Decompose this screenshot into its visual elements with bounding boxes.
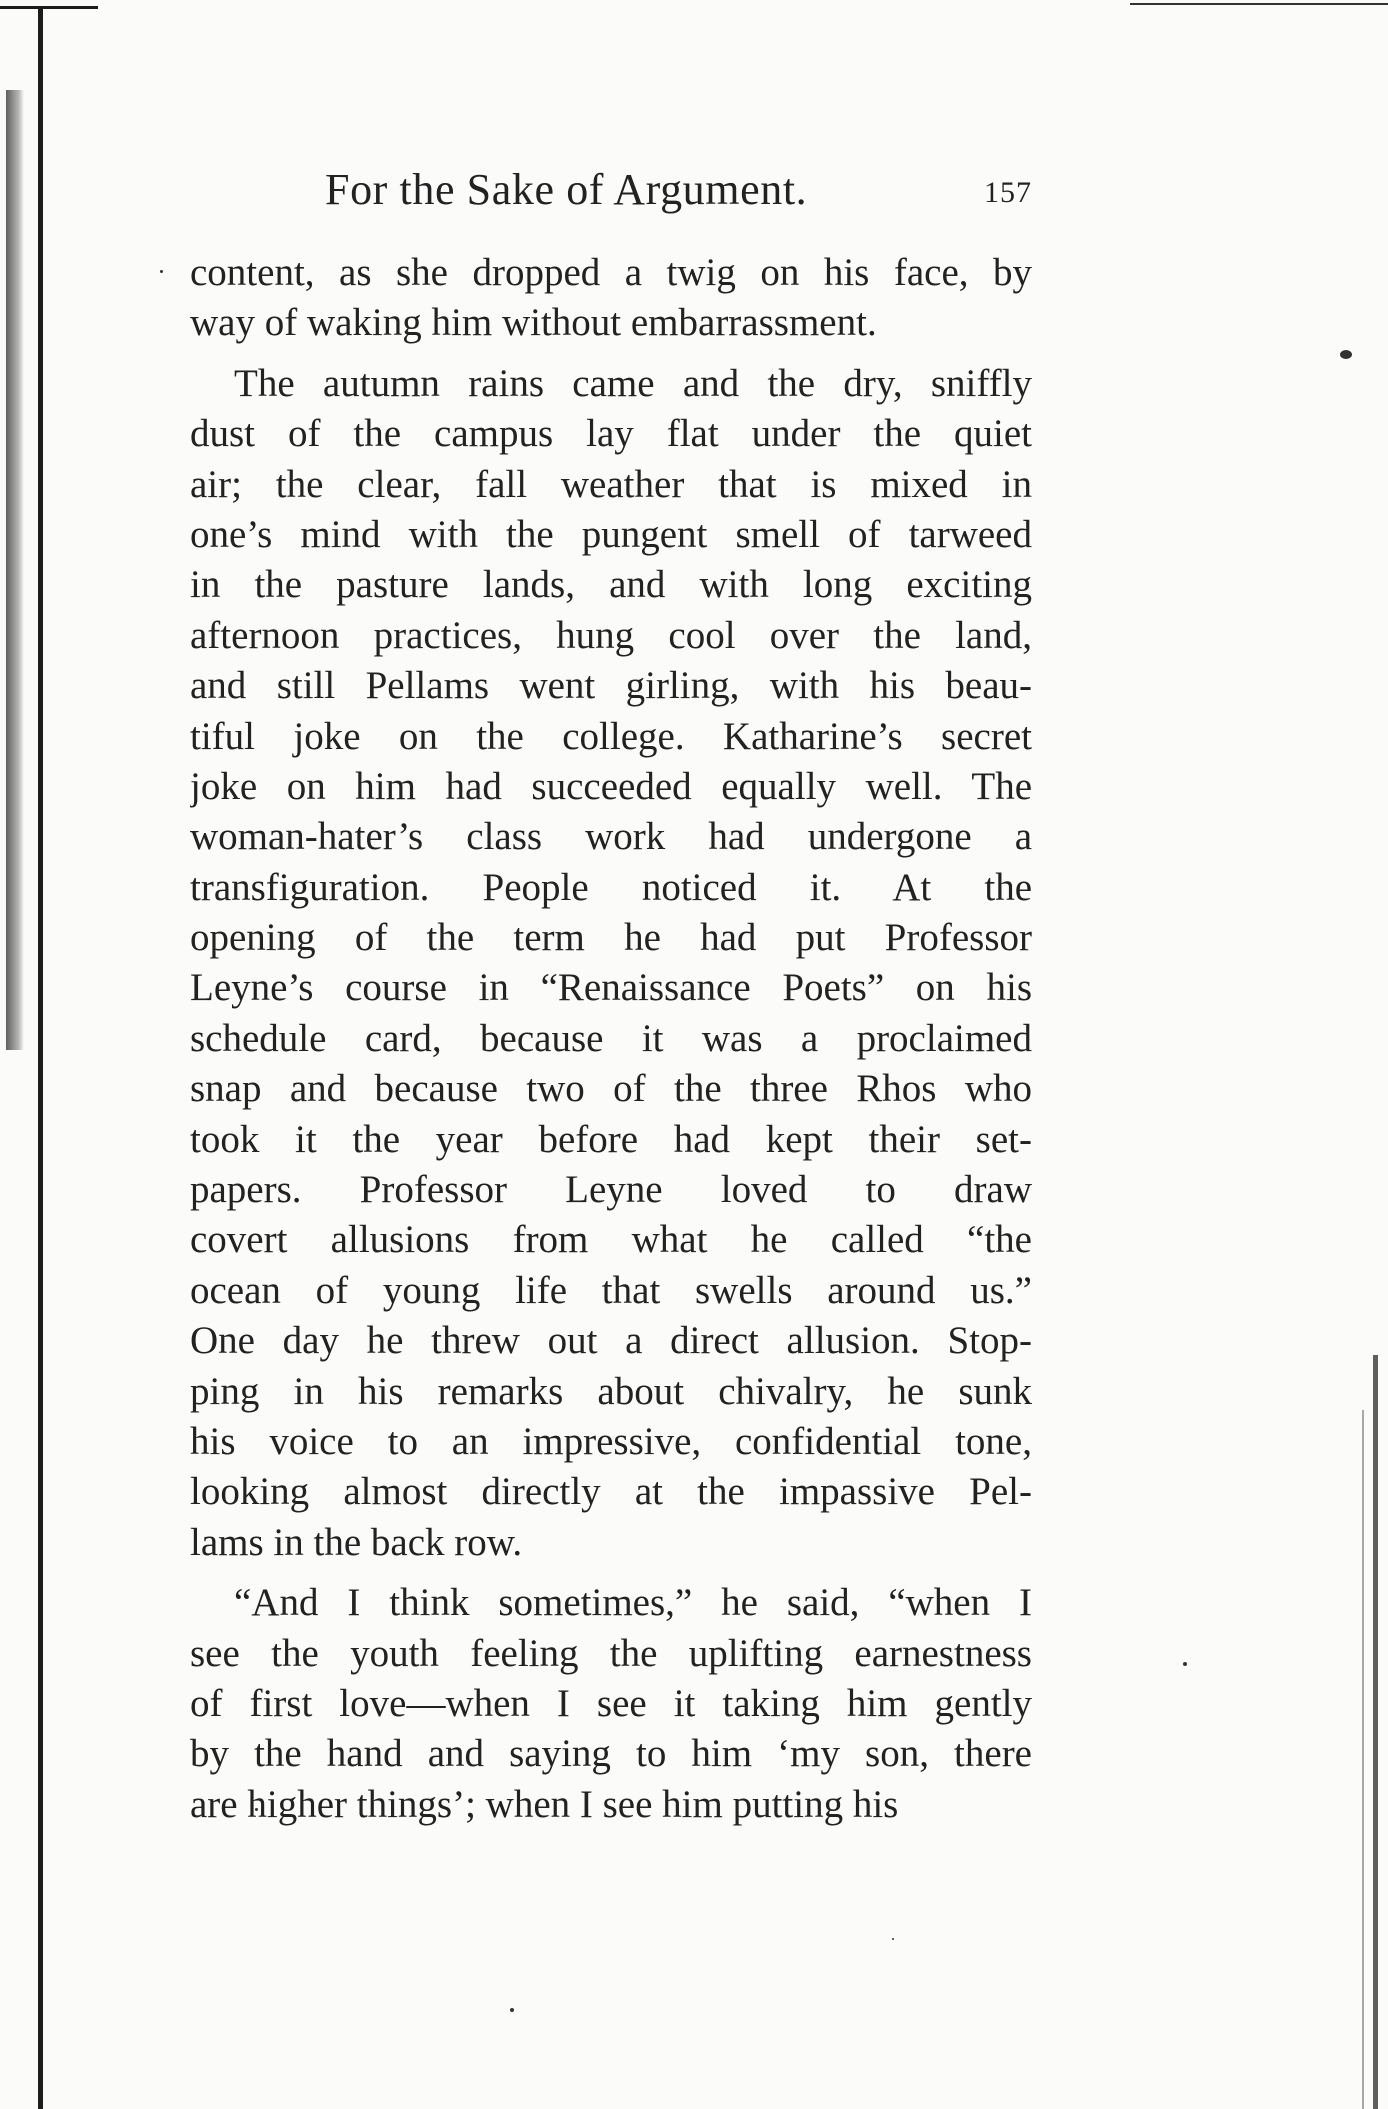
left-edge-rule xyxy=(38,8,43,2109)
paragraph-gap xyxy=(190,1568,1032,1578)
text-line: papers. Professor Leyne loved to draw xyxy=(190,1168,1032,1212)
page-number: 157 xyxy=(984,176,1032,209)
text-line: are higher things’; when I see him putting his xyxy=(190,1782,899,1826)
text-line: schedule card, because it was a proclaimed xyxy=(190,1016,1032,1060)
running-head-title: For the Sake of Argument. xyxy=(325,165,808,214)
text-line: took it the year before had kept their set- xyxy=(190,1117,1032,1161)
paragraph xyxy=(190,248,1032,349)
right-top-rule xyxy=(1130,3,1388,5)
text-line: Leyne’s course in “Renaissance Poets” on his xyxy=(190,966,1032,1010)
ink-speck xyxy=(892,1938,894,1940)
ink-speck xyxy=(510,2008,514,2012)
top-left-tick xyxy=(0,6,98,9)
text-line: dust of the campus lay flat under the quiet xyxy=(190,412,1032,456)
text-line: see the youth feeling the uplifting earnestness xyxy=(190,1631,1032,1675)
text-line: woman-hater’s class work had undergone a xyxy=(190,815,1032,859)
text-line: One day he threw out a direct allusion. Stop- xyxy=(190,1319,1032,1363)
ink-speck xyxy=(160,270,163,273)
text-line: lams in the back row. xyxy=(190,1520,523,1564)
text-line: his voice to an impressive, confidential tone, xyxy=(190,1419,1032,1463)
text-line: snap and because two of the three Rhos who xyxy=(190,1067,1032,1111)
text-line: way of waking him without embarrassment. xyxy=(190,301,877,345)
text-line: and still Pellams went girling, with his beau- xyxy=(190,664,1032,708)
text-line: air; the clear, fall weather that is mixed in xyxy=(190,462,1032,506)
text-line: by the hand and saying to him ‘my son, there xyxy=(190,1732,1032,1776)
text-line: one’s mind with the pungent smell of tarweed xyxy=(190,512,1032,556)
text-line: “And I think sometimes,” he said, “when I xyxy=(234,1581,1032,1625)
text-line: covert allusions from what he called “the xyxy=(190,1218,1032,1262)
right-edge-line xyxy=(1362,1410,1364,2109)
paragraph xyxy=(190,359,1032,1568)
text-line: opening of the term he had put Professor xyxy=(190,916,1032,960)
text-line: in the pasture lands, and with long exciting xyxy=(190,563,1032,607)
text-line: afternoon practices, hung cool over the land, xyxy=(190,613,1032,657)
text-line: joke on him had succeeded equally well. The xyxy=(190,764,1032,808)
text-line: of first love—when I see it taking him gently xyxy=(190,1681,1032,1725)
body-text xyxy=(190,248,1032,1830)
ink-speck xyxy=(1183,1662,1187,1666)
text-line: transfiguration. People noticed it. At the xyxy=(190,865,1032,909)
text-line: tiful joke on the college. Katharine’s secret xyxy=(190,714,1032,758)
binding-shadow xyxy=(6,90,24,1050)
paragraph-gap xyxy=(190,349,1032,359)
paragraph xyxy=(190,1578,1032,1830)
right-edge-shadow xyxy=(1373,1355,1378,2109)
text-line: ocean of young life that swells around us.” xyxy=(190,1268,1032,1312)
ink-speck xyxy=(1340,350,1352,359)
text-line: content, as she dropped a twig on his face, by xyxy=(190,251,1032,294)
text-line: The autumn rains came and the dry, sniffly xyxy=(234,361,1032,405)
text-line: ping in his remarks about chivalry, he sunk xyxy=(190,1369,1032,1413)
text-line: looking almost directly at the impassive Pel- xyxy=(190,1470,1032,1514)
running-head xyxy=(190,164,1032,224)
